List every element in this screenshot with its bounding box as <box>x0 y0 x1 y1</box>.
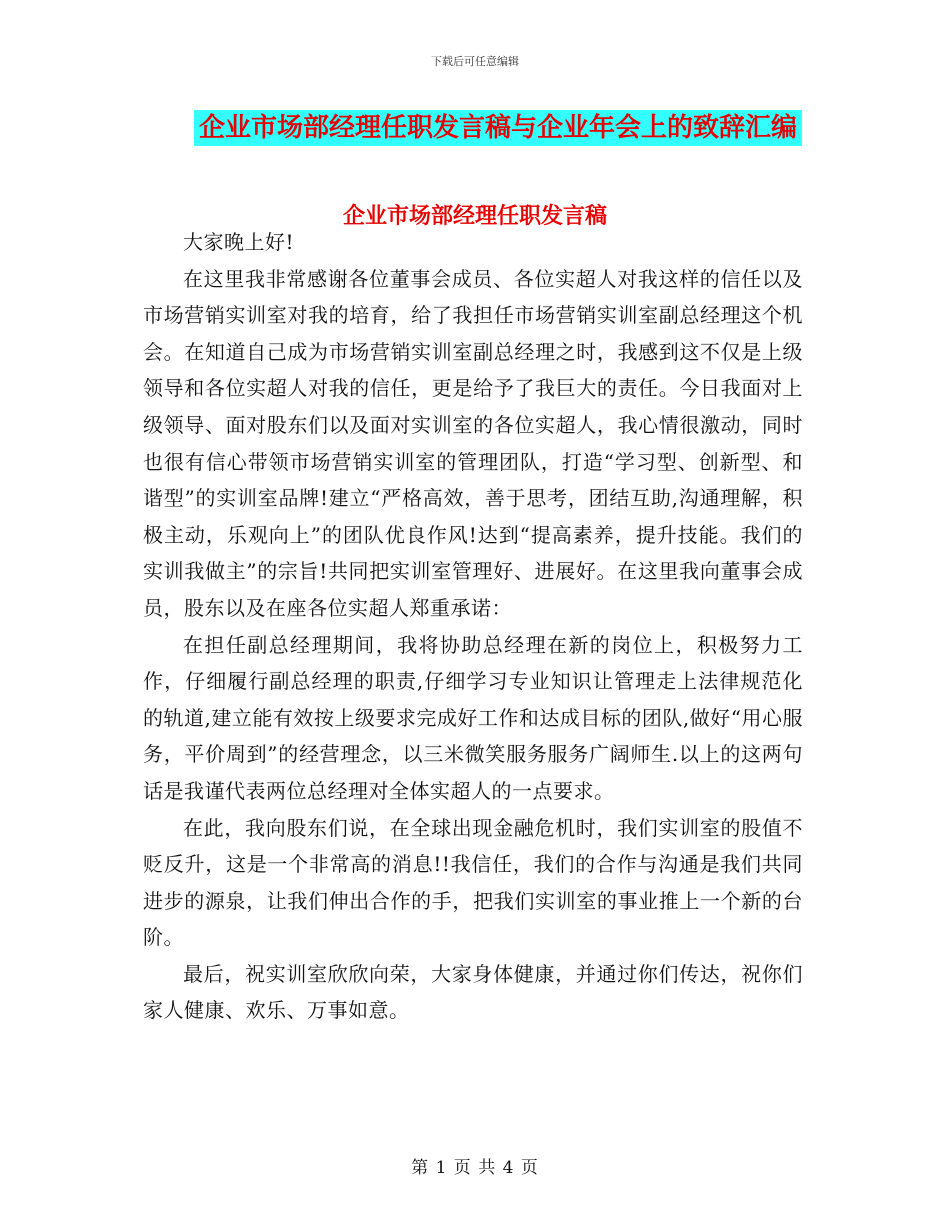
body-text <box>143 224 803 1029</box>
paragraph-closing: 最后，祝实训室欣欣向荣，大家身体健康，并通过你们传达，祝你们家人健康、欢乐、万事如意。 <box>143 961 803 1023</box>
section-title: 企业市场部经理任职发言稿 <box>342 204 607 229</box>
paragraph-greeting: 大家晚上好! <box>183 230 295 254</box>
paragraph-thanks: 在这里我非常感谢各位董事会成员、各位实超人对我这样的信任以及市场营销实训室对我的培育，给了我担任市场营销实训室副总经理这个机会。在知道自己成为市场营销实训室副总经理之时，我感到这不仅是上级领导和各位实超人对我的信任，更是给予了我巨大的责任。今日我面对上级领导、面对股东们以及面对实训室的各位实超人，我心情很激动，同时也很有信心带领市场营销实训室的管理团队，打造“学习型、创新型、和谐型”的实训室品牌!建立“严格高效，善于思考，团结互助,沟通理解，积极主动，乐观向上”的团队优良作风!达到“提高素养，提升技能。我们的实训我做主”的宗旨!共同把实训室管理好、进展好。在这里我向董事会成员，股东以及在座各位实超人郑重承诺： <box>143 266 803 620</box>
paragraph-shareholders: 在此，我向股东们说，在全球出现金融危机时，我们实训室的股值不贬反升，这是一个非常高的消息!!我信任，我们的合作与沟通是我们共同进步的源泉，让我们伸出合作的手，把我们实训室的事业推上一个新的台阶。 <box>143 815 803 950</box>
page-number: 第 1 页 共 4 页 <box>411 1158 539 1178</box>
main-title: 企业市场部经理任职发言稿与企业年会上的致辞汇编 <box>194 110 802 146</box>
paragraph-commitment: 在担任副总经理期间，我将协助总经理在新的岗位上，积极努力工作，仔细履行副总经理的职责,仔细学习专业知识让管理走上法律规范化的轨道,建立能有效按上级要求完成好工作和达成目标的团队,做好“用心服务，平价周到”的经营理念，以三米微笑服务服务广阔师生.以上的这两句话是我谨代表两位总经理对全体实超人的一点要求。 <box>143 632 803 803</box>
header-note: 下载后可任意编辑 <box>431 55 519 68</box>
